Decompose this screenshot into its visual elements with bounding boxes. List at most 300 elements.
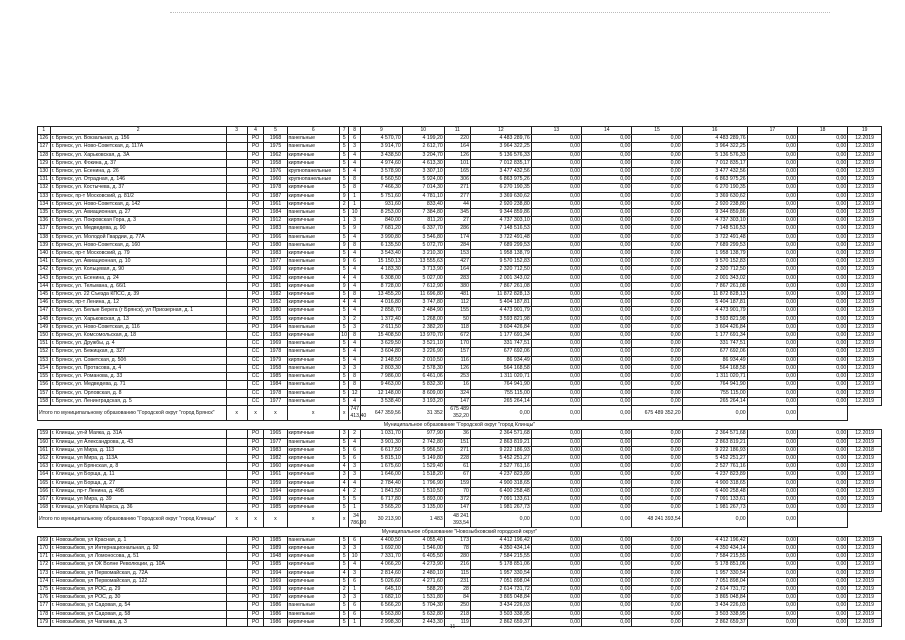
table-row bbox=[38, 569, 882, 577]
table-cell: 0,00 bbox=[798, 184, 848, 192]
table-cell bbox=[226, 258, 247, 266]
table-cell: 5 751,60 bbox=[360, 192, 402, 200]
table-cell: 5 404 187,81 bbox=[682, 299, 747, 307]
table-cell: панельные bbox=[287, 381, 339, 389]
table-cell: 0,00 bbox=[747, 135, 797, 143]
table-cell: 12.2019 bbox=[848, 266, 882, 274]
table-cell: 136 bbox=[39, 217, 49, 224]
table-cell: 840,00 bbox=[360, 217, 402, 225]
table-cell: 0,00 bbox=[531, 291, 581, 299]
table-cell: 0,00 bbox=[747, 504, 797, 512]
table-cell: 3 226,90 bbox=[402, 348, 444, 356]
header-cell: 1 bbox=[38, 127, 51, 135]
table-cell: 0,00 bbox=[582, 241, 632, 249]
table-cell bbox=[226, 340, 247, 348]
table-cell: РО bbox=[247, 463, 264, 471]
table-cell: 3 914,70 bbox=[360, 143, 402, 151]
table-cell: РО bbox=[247, 250, 264, 258]
table-cell: 2 480,10 bbox=[402, 569, 444, 577]
table-cell: 0,00 bbox=[632, 258, 682, 266]
table-cell: 0,00 bbox=[582, 143, 632, 151]
table-cell: 155 bbox=[444, 307, 470, 315]
table-cell: кирпичные bbox=[287, 151, 339, 159]
header-cell: 15 bbox=[632, 127, 682, 135]
table-cell bbox=[226, 504, 247, 512]
table-cell: 5 026,60 bbox=[360, 577, 402, 585]
total-cell: 30 213,90 bbox=[360, 512, 402, 527]
table-cell: 1 796,90 bbox=[402, 479, 444, 487]
total-cell: 0,00 bbox=[470, 512, 531, 527]
table-cell: 0,00 bbox=[632, 463, 682, 471]
table-cell: 12.2019 bbox=[848, 561, 882, 569]
table-cell: 0,00 bbox=[632, 438, 682, 446]
table-cell: 0,00 bbox=[632, 454, 682, 462]
table-cell: 1969 bbox=[264, 495, 287, 503]
table-cell: кирпичные bbox=[287, 332, 339, 340]
table-cell: 0,00 bbox=[747, 397, 797, 405]
table-cell: РО bbox=[247, 553, 264, 561]
table-cell bbox=[226, 585, 247, 593]
table-cell: 1961 bbox=[264, 471, 287, 479]
table-cell: 1965 bbox=[264, 430, 287, 438]
table-cell: 0,00 bbox=[632, 217, 682, 225]
table-cell: 1 981 267,73 bbox=[682, 504, 747, 512]
table-cell: 5 893,00 bbox=[402, 495, 444, 503]
table-cell: 160 bbox=[39, 438, 49, 445]
table-cell bbox=[226, 397, 247, 405]
table-cell: 2 148,50 bbox=[360, 356, 402, 364]
header-cell: 8 bbox=[349, 127, 361, 135]
table-cell: 2 611,50 bbox=[360, 323, 402, 331]
table-cell: г. Новозыбков, ул Садовая, д. 58 bbox=[50, 610, 226, 618]
table-cell: 12.2019 bbox=[848, 389, 882, 397]
table-cell: 0,00 bbox=[531, 585, 581, 593]
table-cell: 0,00 bbox=[632, 151, 682, 159]
table-cell: 2 001 343,02 bbox=[470, 274, 531, 282]
table-cell: 0,00 bbox=[798, 373, 848, 381]
table-cell: 50 bbox=[444, 315, 470, 323]
table-cell: 0,00 bbox=[582, 553, 632, 561]
table-cell: кирпичные bbox=[287, 217, 339, 225]
table-cell: 0,00 bbox=[531, 397, 581, 405]
table-cell bbox=[226, 602, 247, 610]
table-row bbox=[38, 282, 882, 290]
table-cell: 2 484,90 bbox=[402, 307, 444, 315]
table-cell: 1978 bbox=[264, 348, 287, 356]
table-cell: 12.2019 bbox=[848, 217, 882, 225]
table-cell: 564 168,58 bbox=[682, 364, 747, 372]
table-cell: 118 bbox=[444, 323, 470, 331]
table-cell: 5 bbox=[339, 209, 348, 217]
table-cell: 6 400 258,48 bbox=[682, 487, 747, 495]
table-cell: 1 646,00 bbox=[360, 471, 402, 479]
table-cell: 1 bbox=[349, 200, 361, 208]
table-cell: панельные bbox=[287, 143, 339, 151]
table-cell: 12 148,00 bbox=[360, 389, 402, 397]
table-cell: 1980 bbox=[264, 307, 287, 315]
table-cell bbox=[226, 356, 247, 364]
table-cell: 11 872 828,13 bbox=[682, 291, 747, 299]
table-row bbox=[38, 553, 882, 561]
table-cell: 4 bbox=[349, 299, 361, 307]
table-cell: 5 452 251,27 bbox=[682, 454, 747, 462]
table-cell: 5 bbox=[339, 225, 348, 233]
table-cell: 1 518,20 bbox=[402, 471, 444, 479]
table-cell: 5 bbox=[339, 373, 348, 381]
table-cell: РО bbox=[247, 487, 264, 495]
table-cell bbox=[226, 143, 247, 151]
table-cell: 1 957 330,54 bbox=[470, 569, 531, 577]
table-cell: РО bbox=[247, 446, 264, 454]
table-cell bbox=[226, 610, 247, 618]
table-cell: кирпичные bbox=[287, 454, 339, 462]
table-cell: 3 bbox=[339, 544, 348, 552]
table-cell: 12.2019 bbox=[848, 373, 882, 381]
header-cell: 9 bbox=[360, 127, 402, 135]
total-row bbox=[38, 405, 882, 420]
table-cell bbox=[226, 151, 247, 159]
table-cell: 0,00 bbox=[798, 200, 848, 208]
table-cell: 12.2019 bbox=[848, 233, 882, 241]
table-cell: 7 014,30 bbox=[402, 184, 444, 192]
table-cell: 9 222 186,93 bbox=[682, 446, 747, 454]
table-cell: 1962 bbox=[264, 274, 287, 282]
table-cell: 755 115,00 bbox=[470, 389, 531, 397]
table-cell: 1955 bbox=[264, 315, 287, 323]
table-cell bbox=[226, 381, 247, 389]
table-row bbox=[38, 610, 882, 618]
table-row bbox=[38, 381, 882, 389]
table-cell: 0,00 bbox=[747, 585, 797, 593]
table-cell: РО bbox=[247, 471, 264, 479]
table-cell: 119 bbox=[444, 618, 470, 626]
table-cell: 0,00 bbox=[747, 446, 797, 454]
table-cell: 4 781,10 bbox=[402, 192, 444, 200]
table-cell bbox=[226, 487, 247, 495]
table-row bbox=[38, 233, 882, 241]
table-cell: 112 bbox=[444, 299, 470, 307]
table-cell: 11 696,80 bbox=[402, 291, 444, 299]
table-cell: панельные bbox=[287, 233, 339, 241]
table-cell: 126 bbox=[444, 151, 470, 159]
table-cell: 12.2019 bbox=[848, 151, 882, 159]
table-cell: РО bbox=[247, 430, 264, 438]
table-cell: 4 737 303,10 bbox=[470, 217, 531, 225]
table-cell: 0,00 bbox=[531, 381, 581, 389]
table-cell: 0,00 bbox=[531, 348, 581, 356]
header-cell: 4 bbox=[247, 127, 264, 135]
table-cell: 1960 bbox=[264, 463, 287, 471]
table-cell bbox=[226, 373, 247, 381]
table-cell: 0,00 bbox=[582, 602, 632, 610]
table-cell: 4 bbox=[349, 397, 361, 405]
table-cell: 177 bbox=[39, 602, 49, 609]
table-cell: СС bbox=[247, 332, 264, 340]
table-cell: 0,00 bbox=[582, 495, 632, 503]
table-row bbox=[38, 291, 882, 299]
total-cell: х bbox=[226, 405, 247, 420]
table-cell: 0,00 bbox=[531, 307, 581, 315]
table-cell: 153 bbox=[39, 356, 49, 363]
table-cell: г. Новозыбков, ул Ломоносова, д. 51 bbox=[50, 553, 226, 561]
table-cell: 6 400 258,48 bbox=[470, 487, 531, 495]
table-cell: г. Брянск, ул. Ново-Советская, д. 142 bbox=[50, 200, 226, 208]
table-cell: 1 529,40 bbox=[402, 463, 444, 471]
table-cell: 12.2019 bbox=[848, 274, 882, 282]
table-cell bbox=[226, 200, 247, 208]
table-cell: 6 863 975,26 bbox=[682, 176, 747, 184]
total-cell: х bbox=[247, 512, 264, 527]
table-cell: 1986 bbox=[264, 602, 287, 610]
table-cell: 7 091 133,61 bbox=[470, 495, 531, 503]
table-cell: 0,00 bbox=[798, 569, 848, 577]
table-cell: 3 990,80 bbox=[360, 233, 402, 241]
table-cell: 5 136 576,33 bbox=[470, 151, 531, 159]
table-cell: 0,00 bbox=[798, 315, 848, 323]
table-row bbox=[38, 471, 882, 479]
table-cell: 3 964 322,25 bbox=[682, 143, 747, 151]
table-cell: 2 614 731,72 bbox=[470, 585, 531, 593]
table-cell: кирпичные bbox=[287, 307, 339, 315]
table-cell: 0,00 bbox=[531, 454, 581, 462]
table-cell bbox=[226, 553, 247, 561]
table-cell bbox=[226, 348, 247, 356]
table-cell: 7 148 516,53 bbox=[682, 225, 747, 233]
table-cell: 3 bbox=[349, 544, 361, 552]
table-cell: 1968 bbox=[264, 135, 287, 143]
header-cell: 13 bbox=[531, 127, 581, 135]
table-cell: 0,00 bbox=[582, 274, 632, 282]
table-cell: 163 bbox=[39, 463, 49, 470]
register-body bbox=[38, 127, 882, 627]
table-cell: РО bbox=[247, 479, 264, 487]
table-cell: РО bbox=[247, 291, 264, 299]
table-cell: панельные bbox=[287, 602, 339, 610]
table-cell: 0,00 bbox=[632, 544, 682, 552]
header-row bbox=[38, 127, 882, 135]
table-cell bbox=[226, 217, 247, 225]
table-cell: 3 204,70 bbox=[402, 151, 444, 159]
table-cell: 164 bbox=[444, 143, 470, 151]
total-cell: 31 352 bbox=[402, 405, 444, 420]
table-cell: 12.2019 bbox=[848, 544, 882, 552]
total-row bbox=[38, 512, 882, 527]
table-cell: 5 bbox=[339, 389, 348, 397]
table-cell: 0,00 bbox=[747, 544, 797, 552]
table-row bbox=[38, 192, 882, 200]
table-cell: 0,00 bbox=[747, 536, 797, 544]
table-cell: 5 bbox=[339, 602, 348, 610]
table-cell: 0,00 bbox=[632, 241, 682, 249]
table-cell: 271 bbox=[444, 184, 470, 192]
table-row bbox=[38, 209, 882, 217]
table-cell: 174 bbox=[444, 233, 470, 241]
table-cell: 3 629,50 bbox=[360, 340, 402, 348]
table-cell: 36 bbox=[444, 430, 470, 438]
table-cell: 3 bbox=[349, 323, 361, 331]
table-cell: 12.2019 bbox=[848, 340, 882, 348]
table-cell: кирпичные bbox=[287, 544, 339, 552]
table-cell: 1 546,00 bbox=[402, 544, 444, 552]
table-cell: 0,00 bbox=[747, 594, 797, 602]
table-cell: 0,00 bbox=[798, 594, 848, 602]
table-cell: 6 270 190,35 bbox=[682, 184, 747, 192]
table-cell: 4 bbox=[349, 340, 361, 348]
table-cell: 5 452 251,27 bbox=[470, 454, 531, 462]
table-cell: 5 bbox=[339, 553, 348, 561]
total-cell: 675 489 352,20 bbox=[444, 405, 470, 420]
table-cell: 0,00 bbox=[632, 315, 682, 323]
table-row bbox=[38, 332, 882, 340]
table-cell: 2 527 761,16 bbox=[470, 463, 531, 471]
total-cell: х bbox=[264, 405, 287, 420]
table-cell bbox=[226, 430, 247, 438]
table-cell: 4 bbox=[349, 561, 361, 569]
total-cell bbox=[798, 405, 848, 420]
table-cell: СС bbox=[247, 356, 264, 364]
table-cell: 0,00 bbox=[747, 618, 797, 626]
table-cell: 12.2019 bbox=[848, 135, 882, 143]
table-cell: 3 bbox=[349, 217, 361, 225]
table-cell: 0,00 bbox=[798, 463, 848, 471]
total-cell: 1 483 bbox=[402, 512, 444, 527]
table-cell: 4 199,20 bbox=[402, 135, 444, 143]
table-cell: 0,00 bbox=[798, 397, 848, 405]
table-cell: РО bbox=[247, 217, 264, 225]
table-cell: 0,00 bbox=[747, 561, 797, 569]
table-cell: г. Новозыбков, ул Садовая, д. 54 bbox=[50, 602, 226, 610]
table-cell: 0,00 bbox=[798, 307, 848, 315]
table-cell: 164 bbox=[444, 266, 470, 274]
table-cell: панельные bbox=[287, 536, 339, 544]
table-cell: 2 364 571,68 bbox=[682, 430, 747, 438]
table-cell: 8 bbox=[349, 332, 361, 340]
table-cell: 1985 bbox=[264, 536, 287, 544]
table-cell: 147 bbox=[39, 307, 49, 314]
table-cell: РО bbox=[247, 438, 264, 446]
table-cell: 12.2019 bbox=[848, 577, 882, 585]
table-cell: 0,00 bbox=[747, 553, 797, 561]
table-cell: 0,00 bbox=[632, 618, 682, 626]
table-cell: 0,00 bbox=[798, 381, 848, 389]
table-cell: 133 bbox=[39, 192, 49, 199]
table-cell: 28 bbox=[444, 585, 470, 593]
table-cell: РО bbox=[247, 184, 264, 192]
table-cell: 564 168,58 bbox=[470, 364, 531, 372]
table-cell: 4 bbox=[349, 479, 361, 487]
table-cell: кирпичные bbox=[287, 274, 339, 282]
table-cell: 153 bbox=[444, 250, 470, 258]
table-cell: 0,00 bbox=[632, 307, 682, 315]
table-cell: РО bbox=[247, 168, 264, 176]
table-cell: кирпичные bbox=[287, 463, 339, 471]
table-cell: 12.2019 bbox=[848, 143, 882, 151]
table-cell: 5 bbox=[339, 504, 348, 512]
table-cell: 3 bbox=[349, 364, 361, 372]
table-cell: 172 bbox=[39, 561, 49, 568]
table-cell: 0,00 bbox=[531, 323, 581, 331]
table-cell: 144 bbox=[39, 282, 49, 289]
table-cell: панельные bbox=[287, 225, 339, 233]
table-cell: 0,00 bbox=[531, 544, 581, 552]
table-cell: 0,00 bbox=[531, 569, 581, 577]
table-cell: 0,00 bbox=[531, 225, 581, 233]
table-cell: 0,00 bbox=[582, 610, 632, 618]
table-cell: 0,00 bbox=[531, 610, 581, 618]
table-cell: 0,00 bbox=[747, 602, 797, 610]
table-row bbox=[38, 356, 882, 364]
table-cell: г. Брянск, ул. Романова, д. 33 bbox=[50, 373, 226, 381]
table-cell: 3 578,90 bbox=[360, 168, 402, 176]
table-cell: РО bbox=[247, 594, 264, 602]
table-cell: 1982 bbox=[264, 291, 287, 299]
table-cell: кирпичные bbox=[287, 282, 339, 290]
table-cell: 0,00 bbox=[531, 602, 581, 610]
table-cell: 171 bbox=[39, 553, 49, 560]
table-cell: 0,00 bbox=[747, 348, 797, 356]
table-cell: 1976 bbox=[264, 168, 287, 176]
table-cell: 2 742,80 bbox=[402, 438, 444, 446]
table-cell: 9 570 152,83 bbox=[682, 258, 747, 266]
table-cell: 3 713,90 bbox=[402, 266, 444, 274]
table-cell: 1986 bbox=[264, 610, 287, 618]
table-row bbox=[38, 176, 882, 184]
table-cell: 3 bbox=[349, 594, 361, 602]
table-cell: г. Брянск, ул. 22 Съезда КПСС, д. 39 bbox=[50, 291, 226, 299]
table-cell: 4 bbox=[349, 233, 361, 241]
table-cell: 0,00 bbox=[531, 561, 581, 569]
table-cell: 173 bbox=[39, 569, 49, 576]
total-cell: х bbox=[339, 405, 348, 420]
table-cell: 931,60 bbox=[360, 200, 402, 208]
table-cell: 0,00 bbox=[582, 233, 632, 241]
table-cell: 5 632,80 bbox=[402, 610, 444, 618]
table-cell: 0,00 bbox=[582, 307, 632, 315]
table-cell: 7 584 215,55 bbox=[682, 553, 747, 561]
table-cell: панельные bbox=[287, 323, 339, 331]
table-cell: 1 031,70 bbox=[360, 430, 402, 438]
table-cell: 0,00 bbox=[582, 561, 632, 569]
table-cell: 0,00 bbox=[582, 135, 632, 143]
table-cell: 2 920 238,80 bbox=[470, 200, 531, 208]
table-cell: крупнопанельные bbox=[287, 176, 339, 184]
total-cell: 0,00 bbox=[531, 405, 581, 420]
table-cell: 0,00 bbox=[747, 192, 797, 200]
table-cell: РО bbox=[247, 299, 264, 307]
table-cell: 6 560,50 bbox=[360, 176, 402, 184]
table-cell: 7 689 299,53 bbox=[470, 241, 531, 249]
table-cell: 0,00 bbox=[632, 446, 682, 454]
table-cell: 0,00 bbox=[632, 594, 682, 602]
table-cell: 12.2019 bbox=[848, 291, 882, 299]
table-cell: 1962 bbox=[264, 151, 287, 159]
table-cell: 0,00 bbox=[632, 397, 682, 405]
table-cell: 4 bbox=[349, 307, 361, 315]
table-cell: 0,00 bbox=[632, 381, 682, 389]
table-cell: 0,00 bbox=[582, 250, 632, 258]
table-cell: 0,00 bbox=[582, 168, 632, 176]
table-cell: 0,00 bbox=[582, 479, 632, 487]
table-cell: 0,00 bbox=[798, 225, 848, 233]
total-cell: 675 489 352,20 bbox=[632, 405, 682, 420]
table-cell: 1 372,40 bbox=[360, 315, 402, 323]
table-cell: г. Брянск, ул. Тельмана, д. 66/1 bbox=[50, 282, 226, 290]
table-cell: г. Брянск, ул. Покровская Гора, д. 3 bbox=[50, 217, 226, 225]
table-cell: 1985 bbox=[264, 504, 287, 512]
table-cell: 1 268,00 bbox=[402, 315, 444, 323]
table-cell: 0,00 bbox=[798, 602, 848, 610]
table-cell: 7 384,80 bbox=[402, 209, 444, 217]
